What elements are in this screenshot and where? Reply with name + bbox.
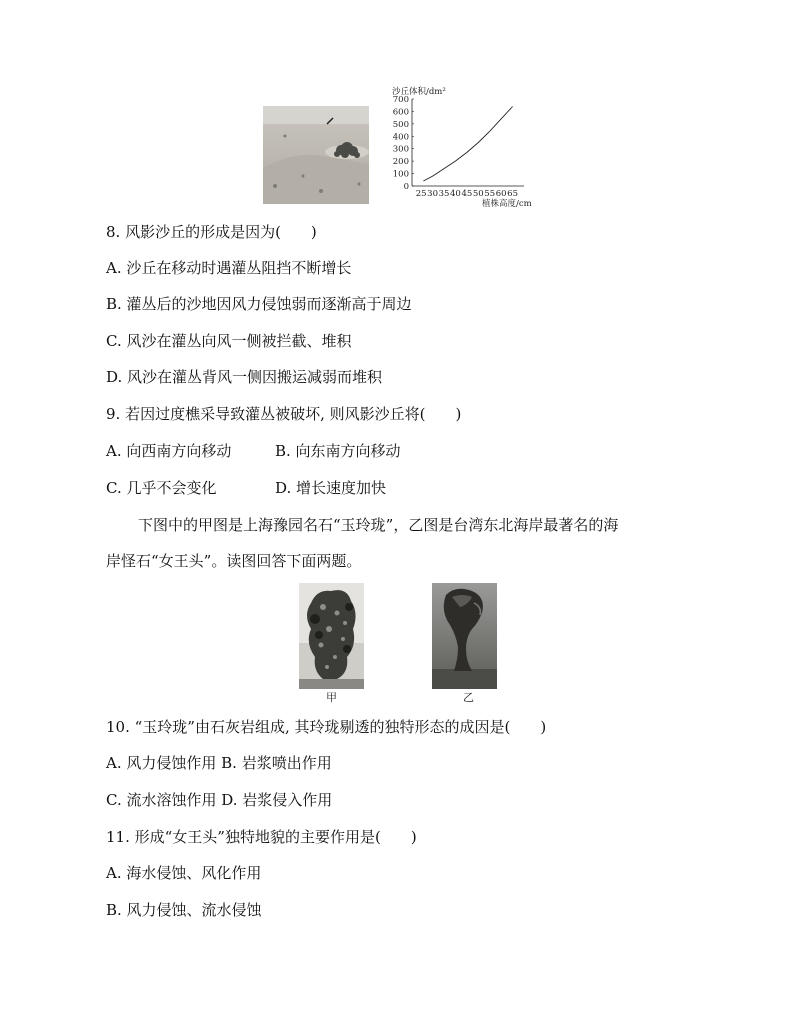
question-8: 8. 风影沙丘的形成是因为( ) — [106, 223, 317, 241]
y-tick-label: 500 — [392, 119, 409, 130]
intro-line-1: 下图中的甲图是上海豫园名石“玉玲珑”，乙图是台湾东北海岸最著名的海 — [138, 516, 619, 534]
figure-label-yi: 乙 — [463, 691, 474, 704]
x-tick-label: 45 — [461, 189, 473, 199]
desert-shrub-photo — [263, 106, 369, 204]
q8-option-b: B. 灌丛后的沙地因风力侵蚀弱而逐渐高于周边 — [106, 295, 412, 313]
y-tick-label: 700 — [392, 95, 409, 105]
q9-option-d: D. 增长速度加快 — [275, 479, 387, 497]
question-10: 10. “玉玲珑”由石灰岩组成, 其玲珑剔透的独特形态的成因是( ) — [106, 718, 547, 736]
y-tick-label: 100 — [392, 169, 409, 180]
x-tick-label: 35 — [438, 189, 450, 199]
q9-option-c: C. 几乎不会变化 — [106, 479, 217, 497]
queens-head-rock-photo — [432, 583, 497, 689]
q9-option-b: B. 向东南方向移动 — [275, 442, 401, 460]
q8-option-a: A. 沙丘在移动时遇灌丛阻挡不断增长 — [106, 259, 352, 277]
x-tick-label: 40 — [450, 189, 461, 199]
x-axis-label: 植株高度/cm — [482, 199, 532, 209]
x-tick-label: 55 — [484, 189, 496, 199]
y-tick-label: 300 — [392, 144, 409, 155]
series-line — [423, 107, 512, 182]
sand-dune-chart — [386, 84, 536, 214]
y-tick-label: 200 — [392, 157, 409, 168]
y-axis-label: 沙丘体积/dm² — [392, 87, 446, 97]
q10-options-cd: C. 流水溶蚀作用 D. 岩浆侵入作用 — [106, 791, 333, 809]
q10-options-ab: A. 风力侵蚀作用 B. 岩浆喷出作用 — [106, 754, 332, 772]
q11-option-a: A. 海水侵蚀、风化作用 — [106, 864, 262, 882]
x-tick-label: 30 — [427, 189, 438, 199]
yulinglong-rock-photo — [299, 583, 364, 689]
x-tick-label: 60 — [495, 189, 507, 199]
question-9: 9. 若因过度樵采导致灌丛被破坏, 则风影沙丘将( ) — [106, 405, 462, 423]
q9-option-a: A. 向西南方向移动 — [106, 442, 232, 460]
y-tick-label: 0 — [403, 182, 409, 192]
q8-option-c: C. 风沙在灌丛向风一侧被拦截、堆积 — [106, 332, 352, 350]
y-tick-label: 400 — [392, 132, 409, 143]
figure-label-jia: 甲 — [326, 691, 337, 704]
q11-option-b: B. 风力侵蚀、流水侵蚀 — [106, 901, 262, 919]
y-tick-label: 600 — [392, 107, 409, 118]
intro-line-2: 岸怪石“女王头”。读图回答下面两题。 — [106, 552, 362, 570]
question-11: 11. 形成“女王头”独特地貌的主要作用是( ) — [106, 828, 417, 846]
x-tick-label: 50 — [472, 189, 484, 199]
x-tick-label: 25 — [415, 189, 427, 199]
q8-option-d: D. 风沙在灌丛背风一侧因搬运减弱而堆积 — [106, 368, 383, 386]
x-tick-label: 65 — [507, 189, 518, 199]
